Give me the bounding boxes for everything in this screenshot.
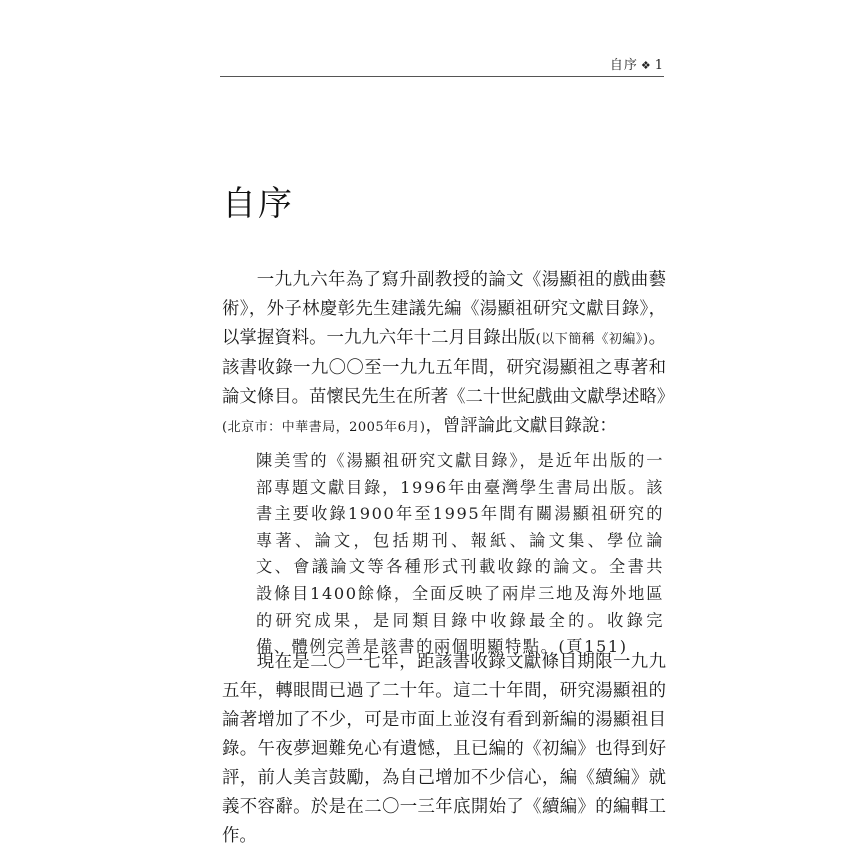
- paragraph-1-note-2: (北京市：中華書局，2005年6月): [222, 420, 426, 435]
- page-number: 1: [654, 58, 664, 73]
- paragraph-1-part-1: 一九九六年為了寫升副教授的論文《湯顯祖的戲曲藝術》，外子林慶彰先生建議先編《湯顯祖研究文獻目錄》，以掌握資料。一九九六年十二月目錄出版: [222, 270, 666, 348]
- running-head-text: [610, 58, 664, 74]
- running-head: [220, 58, 664, 77]
- paragraph-1-part-2: 。該書收錄一九〇〇至一九九五年間，研究湯顯祖之專著和論文條目。苗懷民先生在所著《二十世紀戲曲文獻學述略》: [222, 328, 675, 407]
- running-head-section: 自序: [609, 58, 638, 73]
- diamond-ornament-icon: ❖: [640, 59, 652, 72]
- paragraph-1-note-1: (以下簡稱《初編》): [535, 332, 649, 347]
- paragraph-1-part-3: ，曾評論此文獻目錄說：: [425, 416, 617, 436]
- block-quote: 陳美雪的《湯顯祖研究文獻目錄》，是近年出版的一部專題文獻目錄，1996年由臺灣學生書局出版。該書主要收錄1900年至1995年間有關湯顯祖研究的專著、論文，包括期刊、報紙、論文集、學位論文、會議論文等各種形式刊載收錄的論文。全書共設條目1400餘條，全面反映了兩岸三地及海外地區的研究成果，是同類目錄中收錄最全的。收錄完備、體例完善是該書的兩個明顯特點。(頁151): [256, 451, 664, 657]
- paragraph-1: [222, 266, 675, 442]
- page-title: 自序: [222, 184, 294, 224]
- paragraph-2: 現在是二〇一七年，距該書收錄文獻條目期限一九九五年，轉眼間已過了二十年。這二十年間，研究湯顯祖的論著增加了不少，可是市面上並沒有看到新編的湯顯祖目錄。午夜夢迴難免心有遺憾，且已編的《初編》也得到好評，前人美言鼓勵，為自己增加不少信心，編《續編》就義不容辭。於是在二〇一三年底開始了《續編》的編輯工作。: [222, 652, 666, 846]
